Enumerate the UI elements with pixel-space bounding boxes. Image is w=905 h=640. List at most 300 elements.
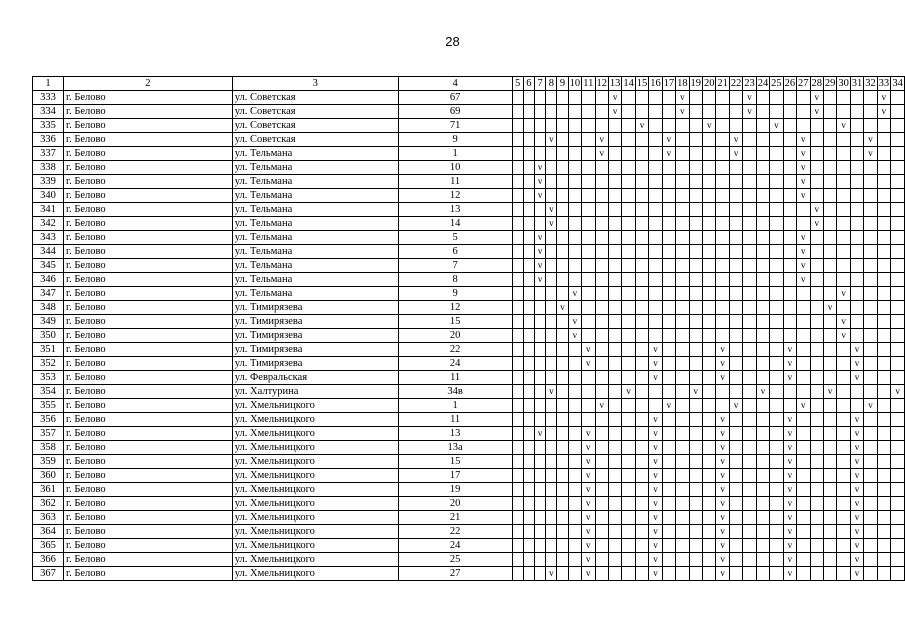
mark-cell (635, 161, 648, 175)
mark-cell (823, 497, 836, 511)
column-header: 27 (798, 78, 809, 89)
mark-cell (676, 427, 689, 441)
mark-cell (568, 511, 581, 525)
table-row (33, 567, 905, 581)
mark-cell (837, 357, 850, 371)
mark-cell (557, 455, 568, 469)
mark-cell (837, 175, 850, 189)
mark-cell (837, 105, 850, 119)
mark-cell (635, 511, 648, 525)
mark-cell (743, 189, 756, 203)
mark-cell (756, 399, 769, 413)
mark-cell (689, 441, 702, 455)
mark-cell (649, 399, 662, 413)
mark-cell: v (783, 357, 796, 371)
mark-cell (662, 161, 675, 175)
mark-cell: v (662, 147, 675, 161)
mark-cell (770, 189, 783, 203)
table-row (33, 119, 905, 133)
mark-cell (716, 161, 729, 175)
street-cell: ул. Халтурина (232, 385, 398, 399)
mark-cell: v (535, 189, 546, 203)
house-cell: 1 (398, 147, 512, 161)
mark-cell (770, 245, 783, 259)
house-cell: 20 (398, 329, 512, 343)
mark-cell (810, 455, 823, 469)
mark-cell: v (743, 91, 756, 105)
mark-cell (703, 539, 716, 553)
mark-cell (743, 441, 756, 455)
mark-cell (810, 329, 823, 343)
row-number: 362 (33, 497, 64, 511)
mark-cell (608, 553, 621, 567)
mark-cell: v (568, 315, 581, 329)
mark-cell (662, 105, 675, 119)
mark-cell (770, 161, 783, 175)
city-cell: г. Белово (63, 301, 232, 315)
row-number: 357 (33, 427, 64, 441)
house-cell: 7 (398, 259, 512, 273)
mark-cell (523, 231, 534, 245)
mark-cell (595, 301, 608, 315)
table-row (33, 371, 905, 385)
mark-cell (512, 119, 523, 133)
mark-cell (810, 315, 823, 329)
mark-cell (703, 511, 716, 525)
mark-cell (703, 287, 716, 301)
mark-cell: v (535, 231, 546, 245)
mark-cell (512, 469, 523, 483)
mark-cell (662, 119, 675, 133)
mark-cell (568, 245, 581, 259)
mark-cell (891, 469, 905, 483)
mark-cell (635, 287, 648, 301)
mark-cell (770, 273, 783, 287)
mark-cell (635, 455, 648, 469)
mark-cell (546, 455, 557, 469)
mark-cell (595, 469, 608, 483)
mark-cell (662, 203, 675, 217)
mark-cell (877, 441, 890, 455)
mark-cell (622, 497, 635, 511)
mark-cell (595, 175, 608, 189)
row-number: 356 (33, 413, 64, 427)
mark-cell (582, 399, 595, 413)
mark-cell (557, 413, 568, 427)
mark-cell (864, 385, 877, 399)
city-cell: г. Белово (63, 133, 232, 147)
mark-cell (676, 189, 689, 203)
street-cell: ул. Хмельницкого (232, 539, 398, 553)
table-row (33, 189, 905, 203)
mark-cell (568, 133, 581, 147)
mark-cell (582, 217, 595, 231)
mark-cell (877, 203, 890, 217)
mark-cell (783, 161, 796, 175)
mark-cell (568, 441, 581, 455)
city-cell: г. Белово (63, 567, 232, 581)
mark-cell (595, 287, 608, 301)
mark-cell: v (716, 539, 729, 553)
mark-cell (689, 245, 702, 259)
mark-cell (568, 385, 581, 399)
mark-cell (535, 455, 546, 469)
header-row (33, 77, 905, 91)
mark-cell (810, 399, 823, 413)
mark-cell (635, 371, 648, 385)
mark-cell (877, 469, 890, 483)
mark-cell: v (756, 385, 769, 399)
mark-cell (523, 259, 534, 273)
mark-cell (810, 343, 823, 357)
mark-cell (595, 525, 608, 539)
mark-cell (608, 133, 621, 147)
mark-cell (837, 539, 850, 553)
mark-cell (810, 441, 823, 455)
mark-cell (689, 301, 702, 315)
city-cell: г. Белово (63, 203, 232, 217)
mark-cell: v (850, 525, 863, 539)
mark-cell (743, 469, 756, 483)
mark-cell (770, 427, 783, 441)
mark-cell (523, 301, 534, 315)
mark-cell (689, 553, 702, 567)
mark-cell (850, 105, 863, 119)
mark-cell (770, 91, 783, 105)
mark-cell (877, 483, 890, 497)
mark-cell: v (864, 147, 877, 161)
mark-cell (864, 511, 877, 525)
mark-cell (797, 343, 810, 357)
column-header: 1 (33, 77, 64, 91)
mark-cell (649, 189, 662, 203)
mark-cell: v (837, 315, 850, 329)
mark-cell (756, 469, 769, 483)
mark-cell (743, 301, 756, 315)
mark-cell (891, 497, 905, 511)
mark-cell: v (850, 427, 863, 441)
mark-cell (877, 287, 890, 301)
mark-cell (877, 525, 890, 539)
mark-cell (689, 567, 702, 581)
mark-cell: v (689, 385, 702, 399)
mark-cell: v (877, 105, 890, 119)
mark-cell (595, 231, 608, 245)
mark-cell (770, 385, 783, 399)
mark-cell (716, 175, 729, 189)
mark-cell (797, 455, 810, 469)
mark-cell (770, 357, 783, 371)
mark-cell (676, 553, 689, 567)
mark-cell (729, 455, 742, 469)
mark-cell (729, 511, 742, 525)
mark-cell (756, 511, 769, 525)
mark-cell (864, 259, 877, 273)
mark-cell (810, 119, 823, 133)
mark-cell (535, 399, 546, 413)
mark-cell (582, 161, 595, 175)
mark-cell (703, 525, 716, 539)
mark-cell (756, 287, 769, 301)
street-cell: ул. Хмельницкого (232, 483, 398, 497)
mark-cell (557, 483, 568, 497)
mark-cell (743, 539, 756, 553)
mark-cell (546, 525, 557, 539)
mark-cell (608, 483, 621, 497)
mark-cell (689, 315, 702, 329)
mark-cell (837, 273, 850, 287)
mark-cell (864, 273, 877, 287)
mark-cell (557, 245, 568, 259)
city-cell: г. Белово (63, 399, 232, 413)
mark-cell: v (850, 539, 863, 553)
mark-cell (557, 469, 568, 483)
row-number: 338 (33, 161, 64, 175)
mark-cell (676, 217, 689, 231)
mark-cell (729, 441, 742, 455)
mark-cell: v (797, 231, 810, 245)
mark-cell (703, 343, 716, 357)
mark-cell (622, 399, 635, 413)
mark-cell (595, 441, 608, 455)
mark-cell (622, 539, 635, 553)
mark-cell (557, 385, 568, 399)
mark-cell (535, 147, 546, 161)
mark-cell (608, 119, 621, 133)
mark-cell (729, 329, 742, 343)
mark-cell: v (716, 413, 729, 427)
mark-cell (608, 175, 621, 189)
mark-cell (649, 105, 662, 119)
mark-cell (743, 567, 756, 581)
column-header: 21 (717, 78, 728, 89)
mark-cell (877, 231, 890, 245)
mark-cell (770, 469, 783, 483)
mark-cell (716, 91, 729, 105)
mark-cell (662, 371, 675, 385)
city-cell: г. Белово (63, 371, 232, 385)
mark-cell (743, 455, 756, 469)
table-row (33, 539, 905, 553)
mark-cell: v (557, 301, 568, 315)
mark-cell (703, 567, 716, 581)
mark-cell (703, 399, 716, 413)
mark-cell: v (568, 287, 581, 301)
mark-cell (622, 259, 635, 273)
mark-cell (743, 175, 756, 189)
mark-cell (662, 511, 675, 525)
mark-cell (535, 371, 546, 385)
mark-cell (512, 329, 523, 343)
mark-cell: v (837, 287, 850, 301)
mark-cell (689, 161, 702, 175)
mark-cell (823, 287, 836, 301)
mark-cell (557, 119, 568, 133)
mark-cell (622, 413, 635, 427)
mark-cell (582, 133, 595, 147)
mark-cell (689, 91, 702, 105)
street-cell: ул. Тельмана (232, 245, 398, 259)
mark-cell: v (797, 273, 810, 287)
mark-cell (546, 175, 557, 189)
mark-cell (891, 105, 905, 119)
mark-cell (689, 231, 702, 245)
mark-cell: v (729, 399, 742, 413)
mark-cell (756, 217, 769, 231)
house-cell: 34в (398, 385, 512, 399)
mark-cell: v (850, 497, 863, 511)
mark-cell (557, 553, 568, 567)
mark-cell (676, 385, 689, 399)
mark-cell (891, 189, 905, 203)
mark-cell (582, 105, 595, 119)
mark-cell (662, 329, 675, 343)
mark-cell (582, 329, 595, 343)
table-row (33, 133, 905, 147)
mark-cell (595, 497, 608, 511)
column-header: 9 (557, 77, 568, 91)
mark-cell (850, 329, 863, 343)
mark-cell (783, 315, 796, 329)
mark-cell (608, 203, 621, 217)
mark-cell (864, 91, 877, 105)
mark-cell (512, 399, 523, 413)
mark-cell (546, 511, 557, 525)
mark-cell (850, 161, 863, 175)
mark-cell (837, 147, 850, 161)
mark-cell (743, 273, 756, 287)
mark-cell (703, 147, 716, 161)
row-number: 336 (33, 133, 64, 147)
mark-cell: v (837, 329, 850, 343)
house-cell: 69 (398, 105, 512, 119)
mark-cell (635, 539, 648, 553)
mark-cell (546, 483, 557, 497)
mark-cell (608, 399, 621, 413)
mark-cell (850, 259, 863, 273)
mark-cell (568, 343, 581, 357)
mark-cell (523, 175, 534, 189)
mark-cell (595, 91, 608, 105)
mark-cell (864, 105, 877, 119)
mark-cell (635, 273, 648, 287)
mark-cell (622, 175, 635, 189)
mark-cell (837, 231, 850, 245)
mark-cell (729, 483, 742, 497)
column-header: 16 (650, 78, 661, 89)
street-cell: ул. Хмельницкого (232, 455, 398, 469)
mark-cell (608, 357, 621, 371)
mark-cell (743, 399, 756, 413)
mark-cell (676, 259, 689, 273)
mark-cell (523, 441, 534, 455)
mark-cell (837, 399, 850, 413)
house-cell: 9 (398, 133, 512, 147)
table-row (33, 427, 905, 441)
mark-cell (535, 133, 546, 147)
mark-cell (716, 147, 729, 161)
mark-cell (891, 245, 905, 259)
mark-cell (716, 259, 729, 273)
mark-cell (891, 175, 905, 189)
mark-cell (608, 343, 621, 357)
mark-cell (523, 119, 534, 133)
mark-cell (568, 525, 581, 539)
house-cell: 21 (398, 511, 512, 525)
mark-cell (716, 301, 729, 315)
mark-cell (568, 469, 581, 483)
street-cell: ул. Тельмана (232, 175, 398, 189)
mark-cell (608, 497, 621, 511)
street-cell: ул. Тельмана (232, 147, 398, 161)
city-cell: г. Белово (63, 427, 232, 441)
mark-cell (850, 119, 863, 133)
mark-cell (850, 175, 863, 189)
mark-cell (891, 413, 905, 427)
row-number: 359 (33, 455, 64, 469)
mark-cell: v (783, 455, 796, 469)
mark-cell (662, 315, 675, 329)
mark-cell (837, 245, 850, 259)
mark-cell (635, 203, 648, 217)
mark-cell (512, 147, 523, 161)
mark-cell (595, 105, 608, 119)
mark-cell (689, 497, 702, 511)
mark-cell (635, 525, 648, 539)
house-cell: 9 (398, 287, 512, 301)
mark-cell (568, 455, 581, 469)
mark-cell (662, 259, 675, 273)
mark-cell: v (649, 455, 662, 469)
mark-cell (810, 553, 823, 567)
mark-cell (864, 357, 877, 371)
mark-cell (535, 301, 546, 315)
mark-cell (662, 413, 675, 427)
mark-cell (703, 455, 716, 469)
mark-cell (783, 301, 796, 315)
mark-cell (595, 119, 608, 133)
mark-cell (703, 441, 716, 455)
mark-cell: v (582, 497, 595, 511)
house-cell: 11 (398, 413, 512, 427)
mark-cell (864, 161, 877, 175)
mark-cell (864, 189, 877, 203)
mark-cell (676, 497, 689, 511)
mark-cell (662, 287, 675, 301)
mark-cell (797, 567, 810, 581)
mark-cell (864, 343, 877, 357)
mark-cell (770, 315, 783, 329)
mark-cell (535, 497, 546, 511)
mark-cell: v (850, 483, 863, 497)
house-cell: 71 (398, 119, 512, 133)
house-cell: 11 (398, 371, 512, 385)
mark-cell (662, 525, 675, 539)
mark-cell (823, 147, 836, 161)
mark-cell (743, 329, 756, 343)
mark-cell (689, 413, 702, 427)
mark-cell (546, 329, 557, 343)
street-cell: ул. Тельмана (232, 203, 398, 217)
mark-cell (823, 245, 836, 259)
mark-cell (823, 273, 836, 287)
mark-cell (770, 399, 783, 413)
street-cell: ул. Советская (232, 91, 398, 105)
table-row (33, 525, 905, 539)
mark-cell (891, 441, 905, 455)
mark-cell: v (582, 525, 595, 539)
mark-cell (743, 287, 756, 301)
